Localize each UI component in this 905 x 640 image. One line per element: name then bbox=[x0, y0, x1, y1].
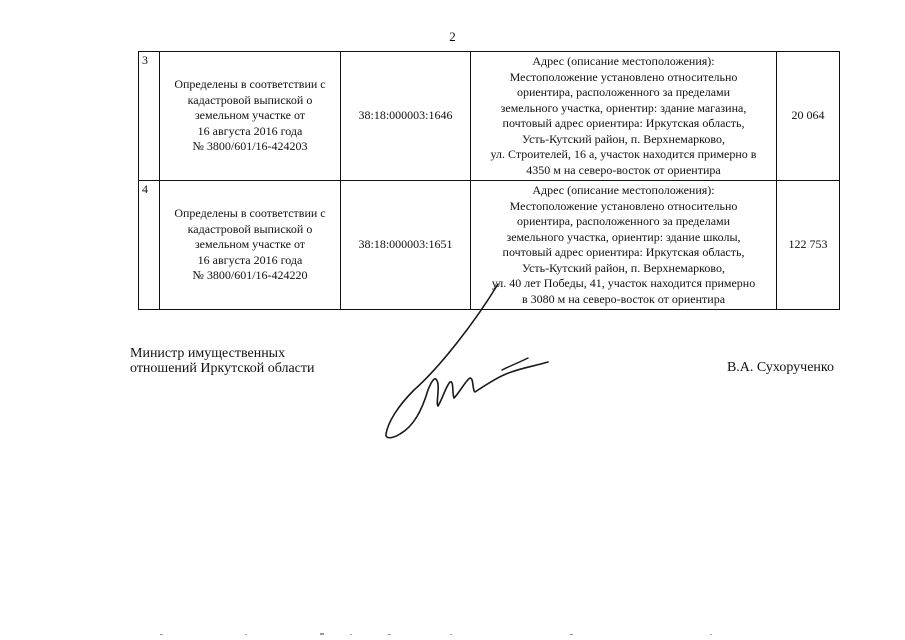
address-line: почтовый адрес ориентира: Иркутская область, bbox=[502, 245, 745, 259]
address-line: Адрес (описание местоположения): bbox=[532, 183, 715, 197]
address-line: земельного участка, ориентир: здание магазина, bbox=[500, 100, 747, 115]
address-line: Усть-Кутский район, п. Верхнемарково, bbox=[522, 131, 725, 146]
address-line: Местоположение установлено относительно bbox=[509, 69, 738, 84]
address-line: 4350 м на северо-восток от ориентира bbox=[526, 162, 721, 177]
basis-line: Определены в соответствии с bbox=[174, 206, 326, 221]
cadastral-number-cell: 38:18:000003:1651 bbox=[341, 181, 471, 310]
basis-line: кадастровой выпиской о bbox=[187, 92, 313, 107]
cadastral-number-cell: 38:18:000003:1646 bbox=[341, 52, 471, 181]
basis-line: 16 августа 2016 года bbox=[197, 252, 303, 267]
handwritten-signature-icon bbox=[380, 282, 570, 442]
area-cell: 122 753 bbox=[777, 181, 840, 310]
basis-line: кадастровой выпиской о bbox=[187, 221, 313, 236]
page-number: 2 bbox=[449, 29, 456, 44]
signature-stroke bbox=[386, 284, 548, 438]
signatory-title bbox=[130, 346, 315, 376]
parcels-table bbox=[138, 51, 840, 310]
signatory-name: В.А. Сухорученко bbox=[726, 360, 834, 375]
address-line: Местоположение установлено относительно bbox=[509, 198, 738, 213]
basis-line: земельном участке от bbox=[194, 237, 306, 252]
address-line: почтовый адрес ориентира: Иркутская область, bbox=[502, 116, 745, 130]
basis-cell bbox=[160, 52, 341, 181]
address-line: ориентира, расположенного за пределами bbox=[516, 85, 731, 99]
row-number: 4 bbox=[139, 181, 160, 310]
address-line: ул. Строителей, 16 а, участок находится примерно в bbox=[490, 147, 757, 161]
table-row bbox=[139, 52, 840, 181]
area-cell: 20 064 bbox=[777, 52, 840, 181]
basis-line: № 3800/601/16-424203 bbox=[192, 139, 308, 154]
address-line: Адрес (описание местоположения): bbox=[532, 54, 715, 68]
address-line: земельного участка, ориентир: здание школы, bbox=[506, 229, 741, 244]
scan-artifact-dots bbox=[150, 633, 750, 636]
basis-cell bbox=[160, 181, 341, 310]
signatory-title-line: отношений Иркутской области bbox=[130, 361, 315, 376]
signatory-title-line: Министр имущественных bbox=[130, 346, 286, 361]
basis-line: Определены в соответствии с bbox=[174, 77, 326, 92]
basis-line: земельном участке от bbox=[194, 108, 306, 123]
address-cell bbox=[471, 52, 777, 181]
address-line: Усть-Кутский район, п. Верхнемарково, bbox=[522, 260, 725, 275]
address-line: ул. 40 лет Победы, 41, участок находится примерно bbox=[491, 276, 756, 290]
row-number: 3 bbox=[139, 52, 160, 181]
basis-line: 16 августа 2016 года bbox=[197, 123, 303, 138]
basis-line: № 3800/601/16-424220 bbox=[192, 268, 308, 283]
address-line: в 3080 м на северо-восток от ориентира bbox=[521, 291, 726, 306]
address-line: ориентира, расположенного за пределами bbox=[516, 214, 731, 228]
